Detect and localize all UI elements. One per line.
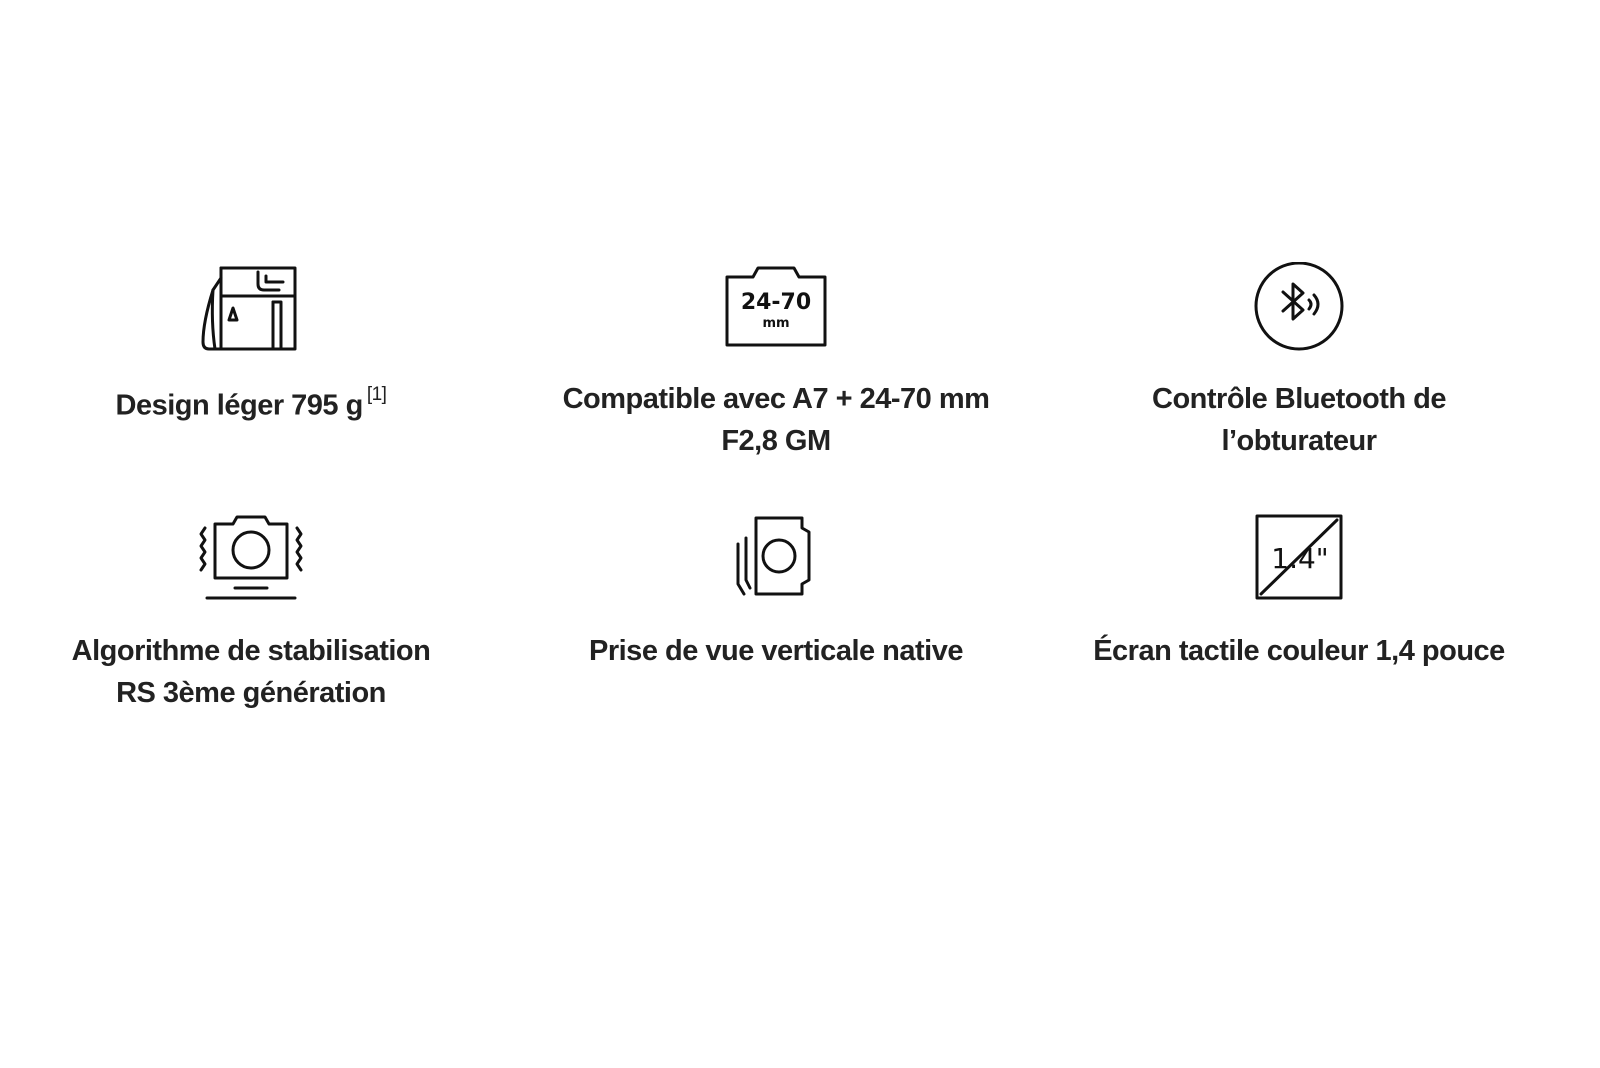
vertical-shooting-icon xyxy=(716,514,836,614)
feature-label: Écran tactile couleur 1,4 pouce xyxy=(1093,635,1505,667)
feature-label: Design léger 795 g [1] xyxy=(115,384,387,422)
feature-label: Compatible avec A7 + 24-70 mm F2,8 GM xyxy=(562,383,990,457)
feature-lightweight-design xyxy=(0,262,511,427)
stabilization-camera-icon xyxy=(191,514,311,614)
gimbal-bag-icon xyxy=(191,262,311,362)
camera-lens-icon xyxy=(716,262,836,362)
feature-label: Algorithme de stabilisation RS 3ème génération xyxy=(71,635,431,709)
lens-focal-text: 24-70 xyxy=(740,290,812,315)
feature-camera-compatibility xyxy=(516,262,1036,462)
feature-label: Prise de vue verticale native xyxy=(589,635,963,667)
touchscreen-icon xyxy=(1239,514,1359,614)
footnote-marker[interactable]: [1] xyxy=(366,384,387,405)
feature-label: Contrôle Bluetooth de l’obturateur xyxy=(1152,383,1446,457)
screen-size-text: 1.4" xyxy=(1271,542,1329,575)
feature-vertical-shooting xyxy=(516,514,1036,672)
lens-unit-text: mm xyxy=(762,316,790,331)
feature-touchscreen xyxy=(1039,514,1559,672)
feature-bluetooth-shutter xyxy=(1039,262,1559,462)
bluetooth-icon xyxy=(1239,262,1359,362)
feature-stabilization xyxy=(0,514,511,714)
